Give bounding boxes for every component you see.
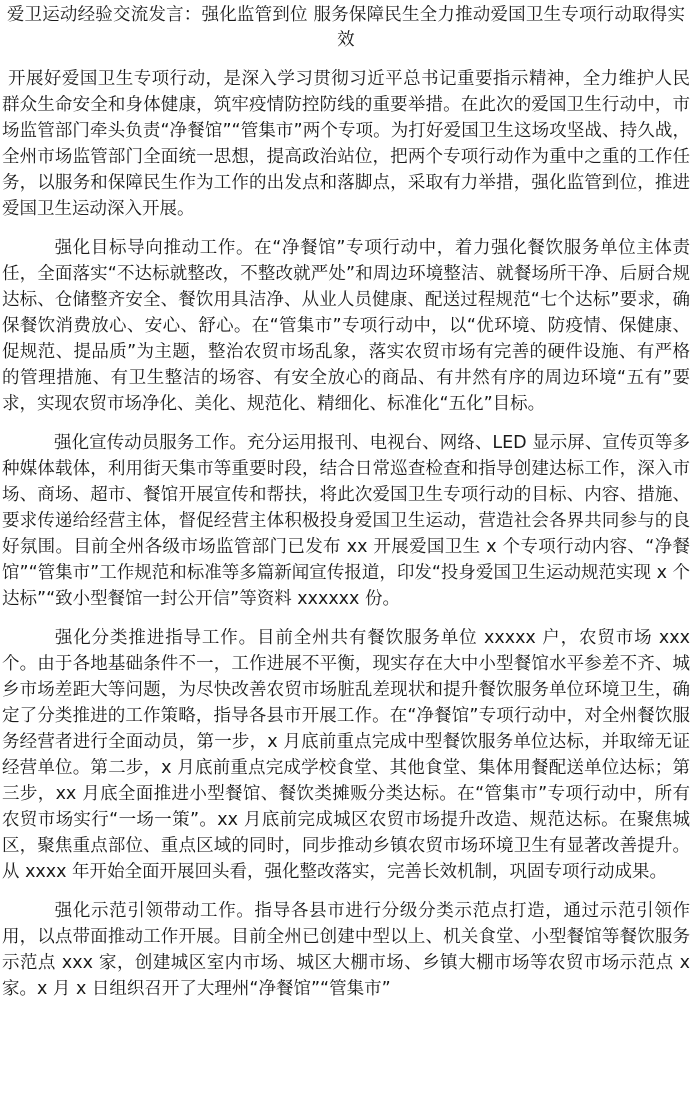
- paragraph-text: 强化目标导向推动工作。在“净餐馆”专项行动中，着力强化餐饮服务单位主体责任，全面落实“不达标就整改，不整改就严处”和周边环境整洁、就餐场所干净、后厨合规达标、仓储整齐安全、餐饮用具洁净、从业人员健康、配送过程规范“七个达标”要求，确保餐饮消费放心、安心、舒心。在“管集市”专项行动中，以“优环境、防疫情、保健康、促规范、提品质”为主题，整治农贸市场乱象，落实农贸市场有完善的硬件设施、有严格的管理措施、有卫生整洁的场容、有安全放心的商品、有井然有序的周边环境“五有”要求，实现农贸市场净化、美化、规范化、精细化、标准化“五化”目标。: [2, 238, 690, 414]
- paragraph-text: 强化宣传动员服务工作。充分运用报刊、电视台、网络、LED 显示屏、宣传页等多种媒体载体，利用街天集市等重要时段，结合日常巡查检查和指导创建达标工作，深入市场、商场、超市、餐馆开展宣传和帮扶，将此次爱国卫生专项行动的目标、内容、措施、要求传递给经营主体，督促经营主体积极投身爱国卫生运动，营造社会各界共同参与的良好氛围。目前全州各级市场监管部门已发布 xx 开展爱国卫生 x 个专项行动内容、“净餐馆”“管集市”工作规范和标准等多篇新闻宣传报道，印发“投身爱国卫生运动规范实现 x 个达标”“致小型餐馆一封公开信”等资料 xxxxxx 份。: [2, 433, 690, 609]
- paragraph-classified-guidance: [2, 625, 690, 885]
- paragraph-target-oriented: [2, 235, 690, 417]
- document-title: 爱卫运动经验交流发言：强化监管到位 服务保障民生全力推动爱国卫生专项行动取得实效: [6, 5, 686, 50]
- paragraph-text: 强化分类推进指导工作。目前全州共有餐饮服务单位 xxxxx 户，农贸市场 xxx 个。由于各地基础条件不一，工作进展不平衡，现实存在大中小型餐馆水平参差不齐、城乡市场差距大等问题，为尽快改善农贸市场脏乱差现状和提升餐饮服务单位环境卫生，确定了分类推进的工作策略，指导各县市开展工作。在“净餐馆”专项行动中，对全州餐饮服务经营者进行全面动员，第一步，x 月底前重点完成中型餐饮服务单位达标，并取缔无证经营单位。第二步，x 月底前重点完成学校食堂、其他食堂、集体用餐配送单位达标；第三步，xx 月底全面推进小型餐馆、餐饮类摊贩分类达标。在“管集市”专项行动中，所有农贸市场实行“一场一策”。xx 月底前完成城区农贸市场提升改造、规范达标。在聚焦城区，聚焦重点部位、重点区域的同时，同步推动乡镇农贸市场环境卫生有显著改善提升。从 xxxx 年开始全面开展回头看，强化整改落实，完善长效机制，巩固专项行动成果。: [2, 628, 690, 882]
- paragraph-publicity-mobilization: [2, 430, 690, 612]
- paragraph-demonstration-leading: [2, 898, 690, 1002]
- paragraph-text: 强化示范引领带动工作。指导各县市进行分级分类示范点打造，通过示范引领作用，以点带面推动工作开展。目前全州已创建中型以上、机关食堂、小型餐馆等餐饮服务示范点 xxx 家，创建城区室内市场、城区大棚市场、乡镇大棚市场等农贸市场示范点 x 家。x 月 x 日组织召开了大理州“净餐馆”“管集市”: [2, 901, 690, 999]
- intro-paragraph: 开展好爱国卫生专项行动，是深入学习贯彻习近平总书记重要指示精神，全力维护人民群众生命安全和身体健康，筑牢疫情防控防线的重要举措。在此次的爱国卫生行动中，市场监管部门牵头负责“净餐馆”“管集市”两个专项。为打好爱国卫生这场攻坚战、持久战，全州市场监管部门全面统一思想，提高政治站位，把两个专项行动作为重中之重的工作任务，以服务和保障民生作为工作的出发点和落脚点，采取有力举措，强化监管到位，推进爱国卫生运动深入开展。: [2, 69, 690, 219]
